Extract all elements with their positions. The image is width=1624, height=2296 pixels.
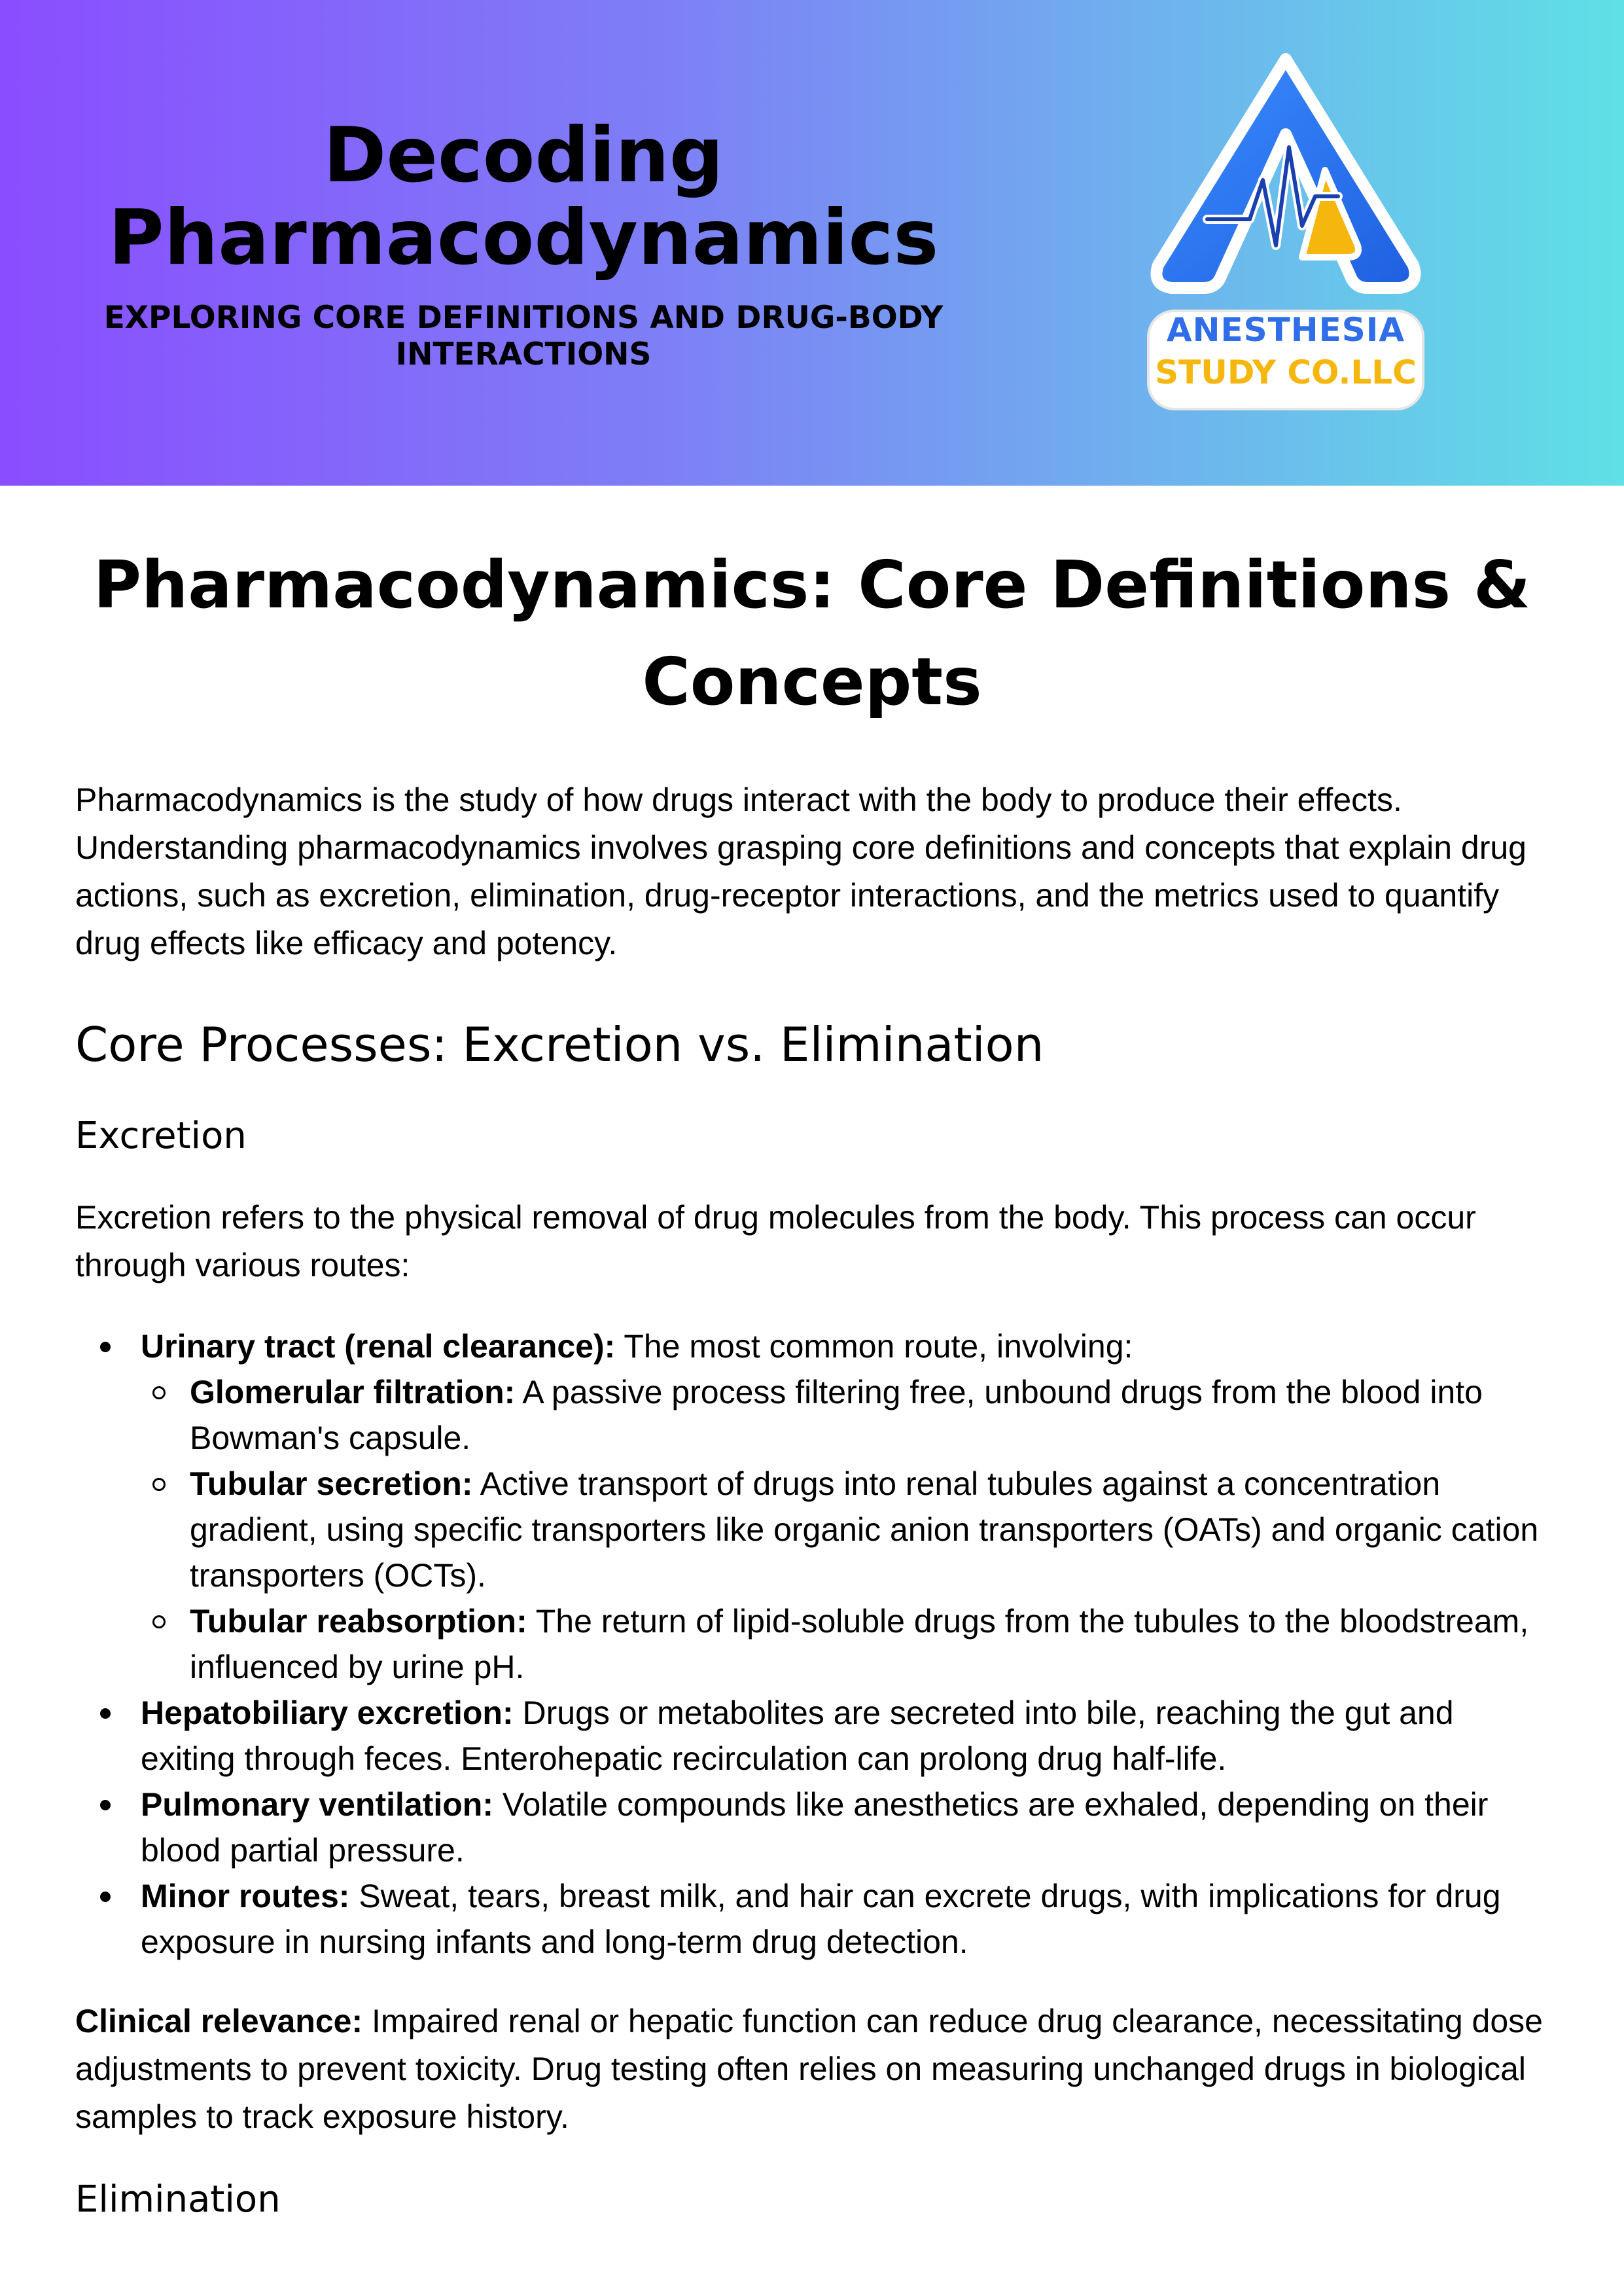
sublist-item-label: Tubular reabsorption: — [190, 1603, 527, 1640]
section-heading-core-processes: Core Processes: Excretion vs. Elimination — [75, 1017, 1044, 1072]
subsection-heading-excretion: Excretion — [75, 1115, 247, 1157]
sublist-item-label: Glomerular filtration: — [190, 1374, 516, 1410]
banner-title: Decoding Pharmacodynamics — [108, 111, 939, 282]
clinical-relevance-paragraph — [75, 1998, 1549, 2141]
list-item-text: Volatile compounds like anesthetics are exhaled, depending on their blood partial pressure. — [141, 1786, 1489, 1869]
sublist-item-text: A passive process filtering free, unbound drugs from the blood into Bowman's capsule. — [190, 1374, 1483, 1456]
sublist-item-text: Active transport of drugs into renal tubules against a concentration gradient, using specific transporters like organic anion transporters (OATs) and organic cation transporters (OCTs). — [190, 1465, 1539, 1594]
intro-paragraph: Pharmacodynamics is the study of how drugs interact with the body to produce their effects. Understanding pharmacodynamics involves grasping core definitions and concepts that explain drug actions, such as excretion, elimination, drug-receptor interactions, and the metrics used to quantify drug effects like efficacy and potency. — [75, 781, 1527, 961]
document-body — [75, 537, 1549, 2226]
banner-subtitle: EXPLORING CORE DEFINITIONS AND DRUG-BODY INTERACTIONS — [103, 300, 944, 372]
excretion-intro-paragraph: Excretion refers to the physical removal of drug molecules from the body. This process can occur through various routes: — [75, 1199, 1476, 1283]
letter-a-logo-icon — [1142, 49, 1430, 311]
header-banner — [0, 0, 1624, 486]
list-item-label: Hepatobiliary excretion: — [141, 1695, 514, 1731]
list-item-text: Drugs or metabolites are secreted into bile, reaching the gut and exiting through feces. Enterohepatic recirculation can prolong drug half-life. — [141, 1695, 1454, 1777]
sublist-item-label: Tubular secretion: — [190, 1465, 473, 1502]
sublist-item-text: The return of lipid-soluble drugs from the tubules to the bloodstream, influenced by urine pH. — [190, 1603, 1529, 1685]
clinical-relevance-text: Impaired renal or hepatic function can reduce drug clearance, necessitating dose adjustments to prevent toxicity. Drug testing often relies on measuring unchanged drugs in biological samples to track exposure history. — [75, 2003, 1543, 2135]
list-item-urinary-tract — [75, 1323, 1549, 1690]
list-item-hepatobiliary — [75, 1690, 1549, 1782]
sublist-item-tubular-reabsorption — [141, 1598, 1549, 1690]
list-item-label: Urinary tract (renal clearance): — [141, 1328, 616, 1365]
list-item-minor-routes — [75, 1873, 1549, 1965]
list-item-label: Minor routes: — [141, 1878, 350, 1914]
list-item-text: Sweat, tears, breast milk, and hair can excrete drugs, with implications for drug exposure in nursing infants and long-term drug detection. — [141, 1878, 1501, 1960]
subsection-heading-elimination: Elimination — [75, 2178, 281, 2221]
list-item-label: Pulmonary ventilation: — [141, 1786, 493, 1823]
logo-text-study-co: STUDY CO.LLC — [1155, 353, 1417, 391]
company-logo — [1142, 49, 1430, 416]
sublist-item-tubular-secretion — [141, 1461, 1549, 1598]
page-title: Pharmacodynamics: Core Definitions & Concepts — [93, 547, 1531, 720]
renal-processes-sublist — [141, 1369, 1549, 1690]
logo-text-anesthesia: ANESTHESIA — [1166, 311, 1405, 349]
excretion-routes-list — [75, 1323, 1549, 1965]
list-item-text: The most common route, involving: — [615, 1328, 1133, 1365]
list-item-pulmonary — [75, 1782, 1549, 1873]
sublist-item-glomerular-filtration — [141, 1369, 1549, 1461]
clinical-relevance-label: Clinical relevance: — [75, 2003, 363, 2039]
